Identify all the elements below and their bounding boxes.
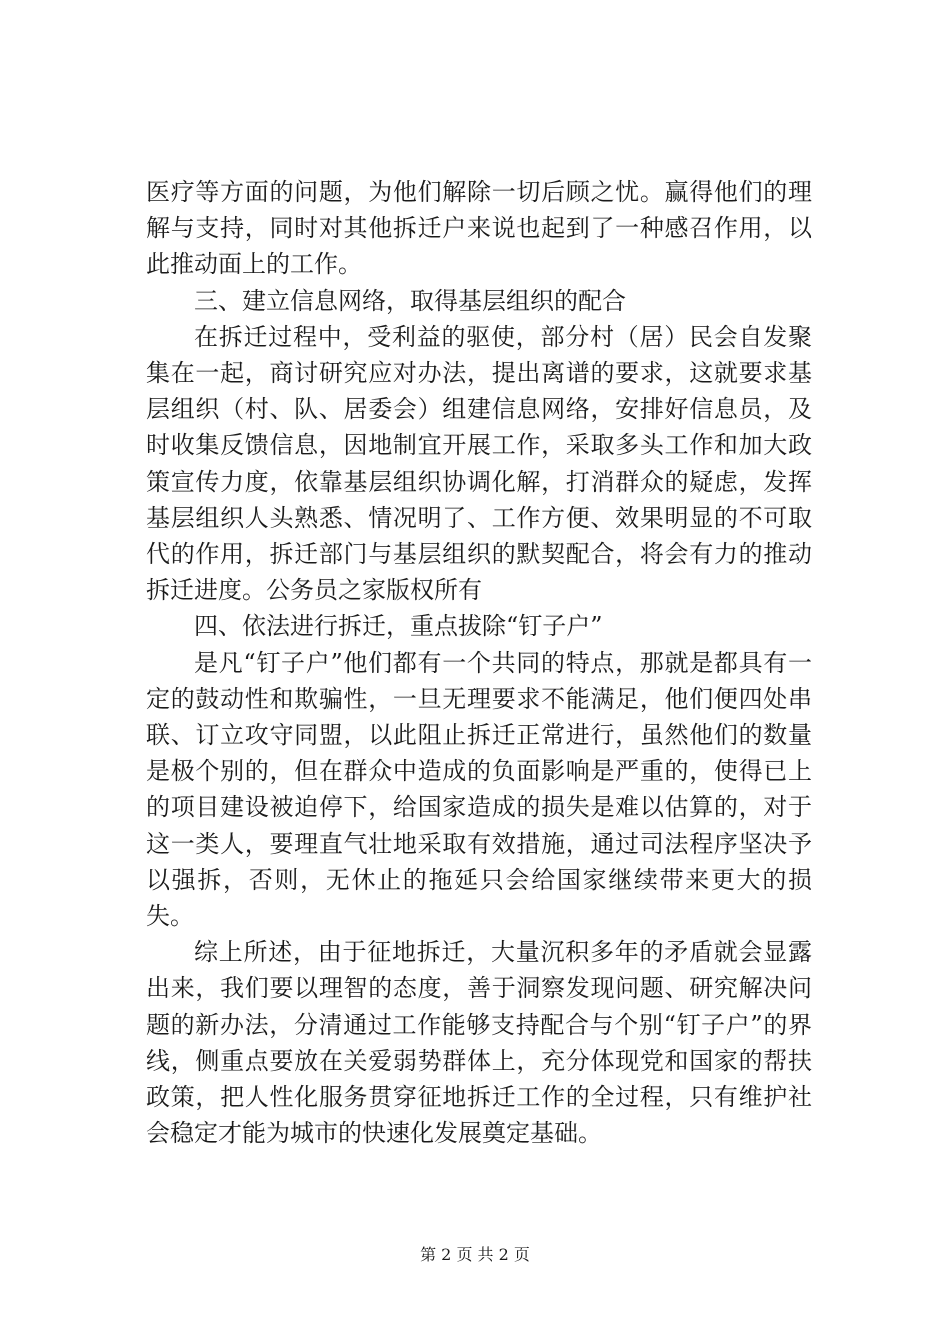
document-body [146,174,812,1151]
paragraph-conclusion: 综上所述，由于征地拆迁，大量沉积多年的矛盾就会显露出来，我们要以理智的态度，善于洞察发现问题、研究解决问题的新办法，分清通过工作能够支持配合与个别“钉子户”的界线，侧重点要放在关爱弱势群体上，充分体现党和国家的帮扶政策，把人性化服务贯穿征地拆迁工作的全过程，只有维护社会稳定才能为城市的快速化发展奠定基础。 [146,938,812,1148]
page-footer: 第 2 页 共 2 页 [420,1245,530,1264]
paragraph-section-four-body: 是凡“钉子户”他们都有一个共同的特点，那就是都具有一定的鼓动性和欺骗性，一旦无理要求不能满足，他们便四处串联、订立攻守同盟，以此阻止拆迁正常进行，虽然他们的数量是极个别的，但在群众中造成的负面影响是严重的，使得已上的项目建设被迫停下，给国家造成的损失是难以估算的，对于这一类人，要理直气壮地采取有效措施，通过司法程序坚决予以强拆，否则，无休止的拖延只会给国家继续带来更大的损失。 [146,648,812,931]
section-heading-four: 四、依法进行拆迁，重点拔除“钉子户” [194,612,603,641]
paragraph-continuation: 医疗等方面的问题，为他们解除一切后顾之忧。赢得他们的理解与支持，同时对其他拆迁户来说也起到了一种感召作用，以此推动面上的工作。 [146,178,812,279]
paragraph-section-three-body: 在拆迁过程中，受利益的驱使，部分村（居）民会自发聚集在一起，商讨研究应对办法，提出离谱的要求，这就要求基层组织（村、队、居委会）组建信息网络，安排好信息员，及时收集反馈信息，因地制宜开展工作，采取多头工作和加大政策宣传力度，依靠基层组织协调化解，打消群众的疑虑，发挥基层组织人头熟悉、情况明了、工作方便、效果明显的不可取代的作用，拆迁部门与基层组织的默契配合，将会有力的推动拆迁进度。公务员之家版权所有 [146,322,812,605]
section-heading-three: 三、建立信息网络，取得基层组织的配合 [194,286,626,315]
